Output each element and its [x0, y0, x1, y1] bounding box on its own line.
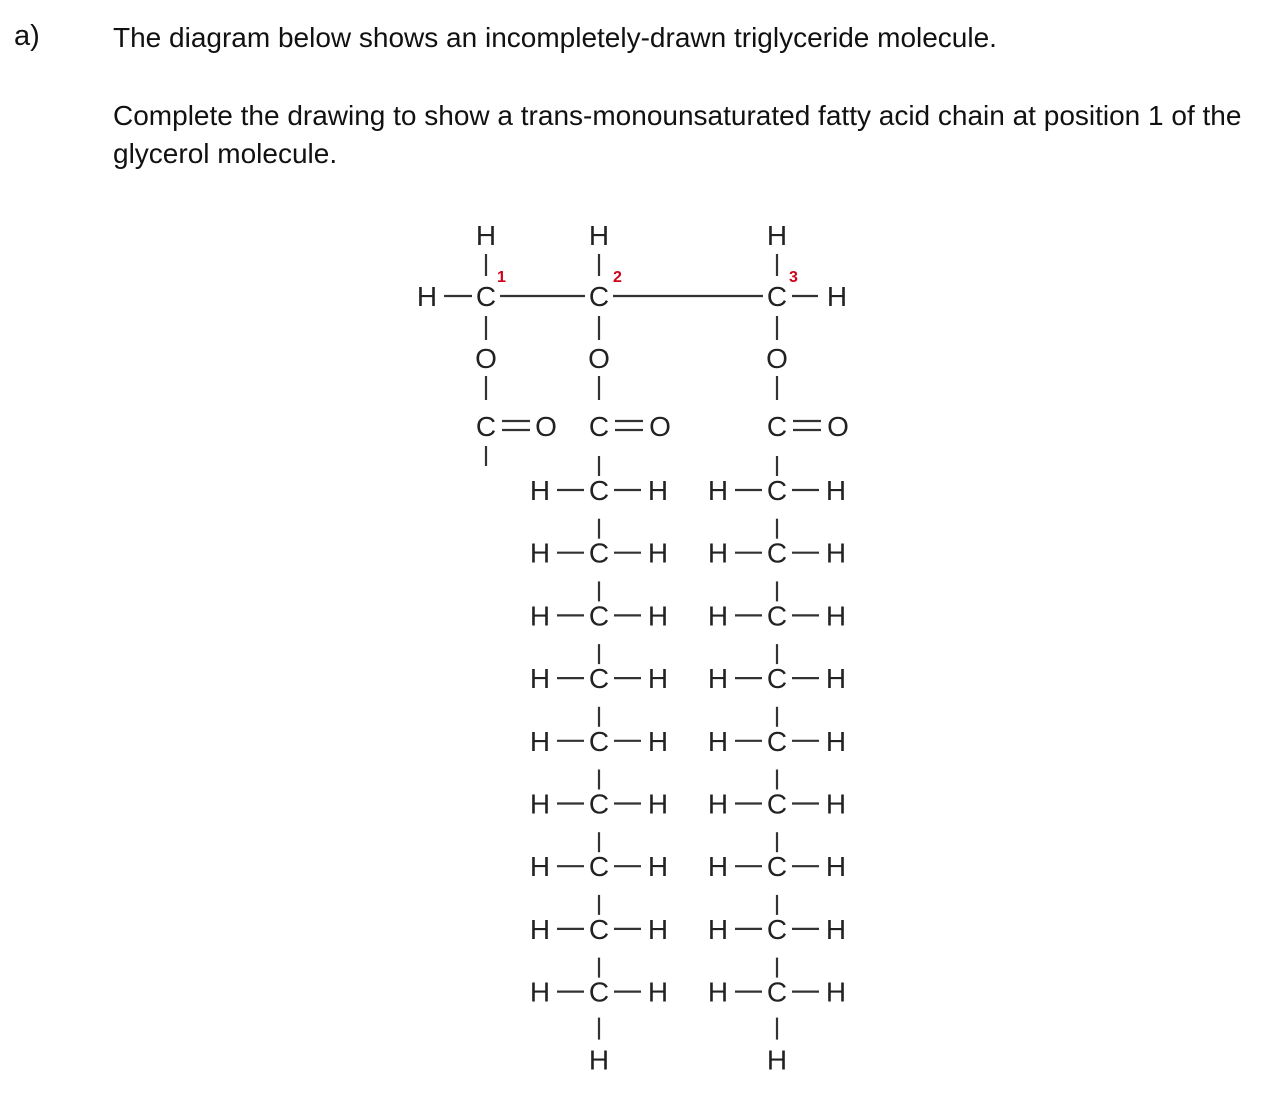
chain3-h-right: H	[825, 851, 847, 883]
chain3-terminal-h: H	[766, 1044, 788, 1076]
chain3-carbon: C	[766, 537, 788, 569]
chain2-h-right: H	[647, 851, 669, 883]
glycerol-carbon-1: C	[475, 281, 497, 312]
chain2-h-right: H	[647, 475, 669, 506]
carbonyl-carbon-3: C	[766, 411, 788, 442]
chain3-h-right: H	[825, 663, 847, 695]
chain3-carbon: C	[766, 475, 788, 506]
question-label: a)	[14, 20, 40, 52]
chain3-carbon: C	[766, 913, 788, 945]
carbonyl-carbon-1: C	[475, 411, 497, 442]
chain2-h-left: H	[529, 725, 551, 757]
chain3-h-right: H	[825, 600, 847, 632]
ester-oxygen-3: O	[766, 343, 788, 374]
chain3-h-left: H	[707, 788, 729, 820]
chain2-h-right: H	[647, 663, 669, 695]
chain2-h-right: H	[647, 913, 669, 945]
chain2-h-left: H	[529, 913, 551, 945]
chain2-h-left: H	[529, 663, 551, 695]
chain2-h-right: H	[647, 725, 669, 757]
chain3-h-right: H	[825, 537, 847, 569]
fatty-acid-chain-2	[530, 456, 668, 1076]
chain2-carbon: C	[588, 475, 610, 506]
chain2-h-left: H	[529, 851, 551, 883]
glycerol-carbon-3: C	[766, 281, 788, 312]
glycerol-h-top-2: H	[588, 220, 610, 251]
carbonyl-oxygen-2: O	[649, 411, 671, 442]
glycerol-backbone	[417, 220, 849, 466]
chain3-carbon: C	[766, 788, 788, 820]
chain2-h-left: H	[529, 537, 551, 569]
chain3-carbon: C	[766, 976, 788, 1008]
chain3-carbon: C	[766, 663, 788, 695]
ester-oxygen-2: O	[588, 343, 610, 374]
chain2-carbon: C	[588, 725, 610, 757]
chain2-h-left: H	[529, 475, 551, 506]
glycerol-h-right: H	[826, 281, 848, 312]
chain3-h-right: H	[825, 788, 847, 820]
fatty-acid-chain-3	[708, 456, 846, 1076]
chain3-h-left: H	[707, 976, 729, 1008]
chain2-carbon: C	[588, 851, 610, 883]
chain2-carbon: C	[588, 976, 610, 1008]
chain2-carbon: C	[588, 663, 610, 695]
chain2-h-left: H	[529, 788, 551, 820]
chain2-h-right: H	[647, 788, 669, 820]
carbonyl-carbon-2: C	[588, 411, 610, 442]
chain3-h-left: H	[707, 600, 729, 632]
chain2-h-right: H	[647, 976, 669, 1008]
chain2-h-left: H	[529, 976, 551, 1008]
chain3-h-left: H	[707, 475, 729, 506]
chain2-carbon: C	[588, 788, 610, 820]
chain3-h-left: H	[707, 725, 729, 757]
chain2-terminal-h: H	[588, 1044, 610, 1076]
chain3-h-right: H	[825, 913, 847, 945]
chain3-h-right: H	[825, 475, 847, 506]
position-number-3: 3	[789, 269, 798, 286]
carbonyl-oxygen-3: O	[827, 411, 849, 442]
chain3-carbon: C	[766, 725, 788, 757]
chain3-h-left: H	[707, 913, 729, 945]
chain3-h-right: H	[825, 976, 847, 1008]
carbonyl-oxygen-1: O	[535, 411, 557, 442]
chain2-carbon: C	[588, 600, 610, 632]
chain2-carbon: C	[588, 537, 610, 569]
position-number-2: 2	[613, 269, 622, 286]
position-number-1: 1	[497, 269, 506, 286]
glycerol-h-left: H	[416, 281, 438, 312]
question-instruction: Complete the drawing to show a trans-monounsaturated fatty acid chain at position 1 of the glycerol molecule.	[113, 100, 1242, 169]
chain3-h-left: H	[707, 537, 729, 569]
glycerol-carbon-2: C	[588, 281, 610, 312]
chain2-h-right: H	[647, 537, 669, 569]
chain2-h-right: H	[647, 600, 669, 632]
chain3-carbon: C	[766, 600, 788, 632]
chain2-carbon: C	[588, 913, 610, 945]
chain3-h-left: H	[707, 851, 729, 883]
chain3-h-right: H	[825, 725, 847, 757]
chain2-h-left: H	[529, 600, 551, 632]
ester-oxygen-1: O	[475, 343, 497, 374]
glycerol-h-top-3: H	[766, 220, 788, 251]
glycerol-h-top-1: H	[475, 220, 497, 251]
question-intro: The diagram below shows an incompletely-drawn triglyceride molecule.	[113, 22, 997, 53]
chain3-h-left: H	[707, 663, 729, 695]
chain3-carbon: C	[766, 851, 788, 883]
